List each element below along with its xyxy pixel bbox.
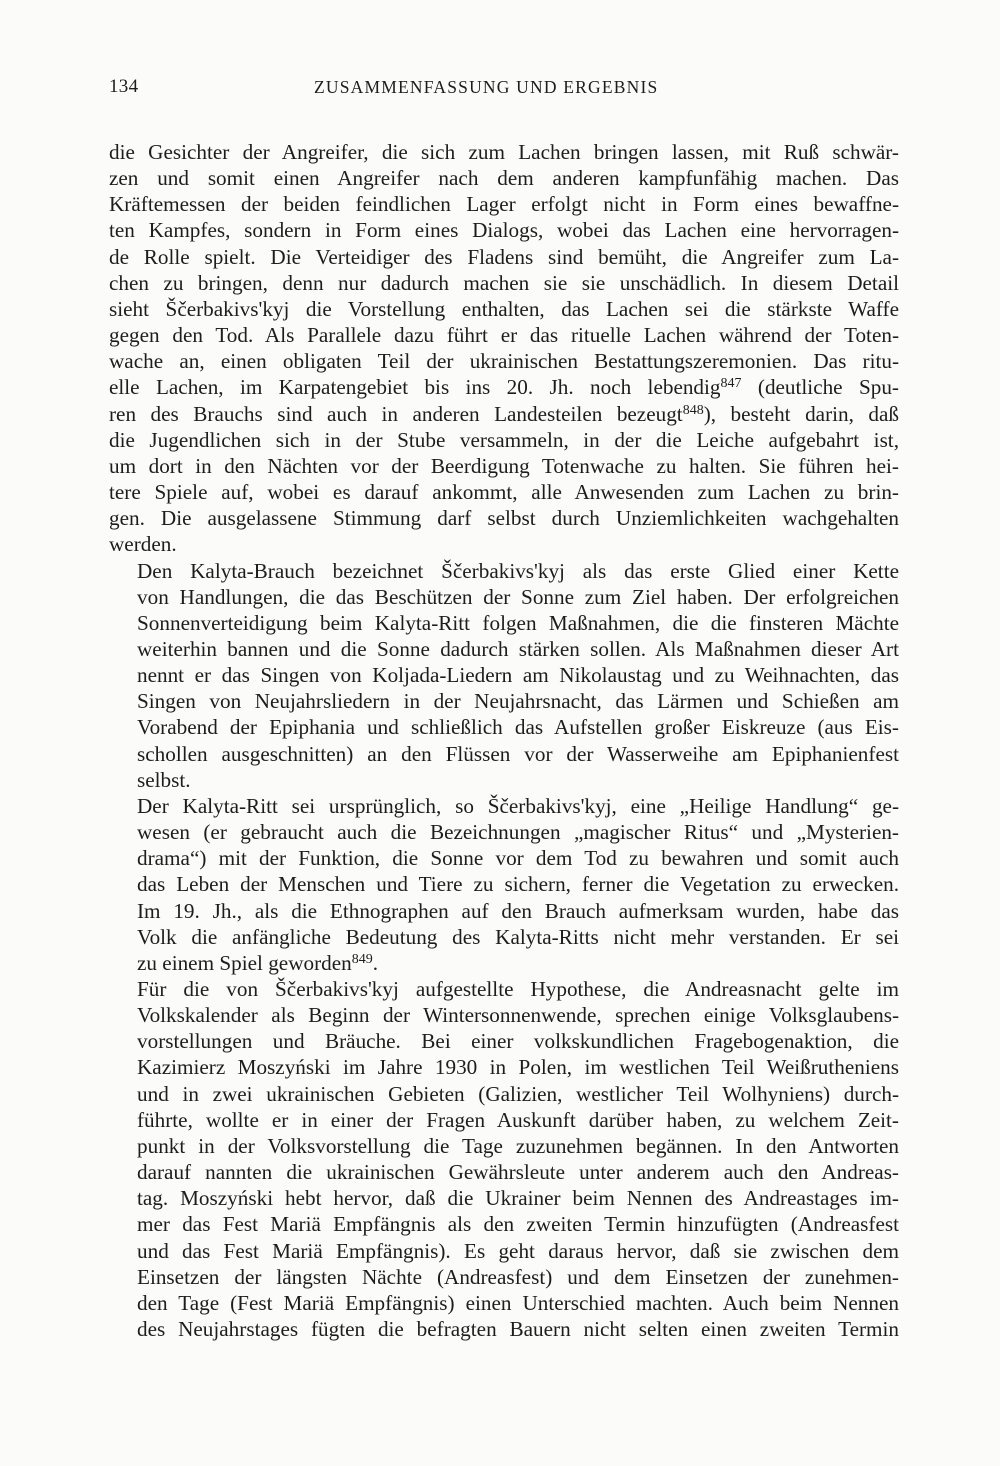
paragraph (109, 976, 899, 1342)
text-line: Der Kalyta-Ritt sei ursprünglich, so Ščerbakivs'kyj, eine „Heilige Handlung“ ge- (137, 793, 899, 818)
text-line: die Jugendlichen sich in der Stube versammeln, in der die Leiche aufgebahrt ist, (109, 427, 899, 452)
page-number: 134 (109, 76, 139, 97)
paragraph (109, 793, 899, 976)
text-line: werden. (109, 532, 177, 557)
text-line: nennt er das Singen von Koljada-Liedern am Nikolaustag und zu Weihnachten, das (137, 663, 899, 688)
text-line: Vorabend der Epiphania und schließlich das Aufstellen großer Eiskreuze (aus Eis- (137, 715, 899, 740)
text-line: des Neujahrstages fügten die befragten Bauern nicht selten einen zweiten Termin (137, 1317, 899, 1342)
text-line (109, 374, 899, 400)
text-line: Volk die anfängliche Bedeutung des Kalyta-Ritts nicht mehr verstanden. Er sei (137, 924, 899, 949)
text-run: (deutliche Spu- (741, 375, 899, 400)
text-line: die Gesichter der Angreifer, die sich zum Lachen bringen lassen, mit Ruß schwär- (109, 140, 899, 164)
text-run: elle Lachen, im Karpatengebiet bis ins 20. Jh. noch lebendig (109, 375, 721, 400)
text-line: führte, wollte er in einer der Fragen Auskunft darüber haben, zu welchem Zeit- (137, 1107, 899, 1132)
text-line: schollen ausgeschnitten) an den Flüssen vor der Wasserweihe am Epiphanienfest (137, 741, 899, 766)
text-run: zu einem Spiel geworden (137, 950, 352, 975)
text-line: Kräftemessen der beiden feindlichen Lager erfolgt nicht in Form eines bewaffne- (109, 192, 899, 217)
text-line: Volkskalender als Beginn der Wintersonnenwende, sprechen einige Volksglaubens- (137, 1003, 899, 1028)
paragraph (109, 558, 899, 793)
text-line: tag. Moszyński hebt hervor, daß die Ukrainer beim Nennen des Andreastages im- (137, 1186, 899, 1211)
body-text (109, 139, 899, 1342)
text-line: zen und somit einen Angreifer nach dem anderen kampfunfähig machen. Das (109, 166, 899, 191)
text-line: vorstellungen und Bräuche. Bei einer volkskundlichen Fragebogenaktion, die (137, 1029, 899, 1054)
text-line: gegen den Tod. Als Parallele dazu führt er das rituelle Lachen während der Toten- (109, 323, 899, 348)
text-line: Sonnenverteidigung beim Kalyta-Ritt folgen Maßnahmen, die die finsteren Mächte (137, 610, 899, 635)
text-line: gen. Die ausgelassene Stimmung darf selbst durch Unziemlichkeiten wachgehalten (109, 506, 899, 531)
text-line: tere Spiele auf, wobei es darauf ankommt, alle Anwesenden zum Lachen zu brin- (109, 480, 899, 505)
text-line: chen zu bringen, denn nur dadurch machen sie sie unschädlich. In diesem Detail (109, 270, 899, 295)
text-line: und in zwei ukrainischen Gebieten (Galizien, westlicher Teil Wolhyniens) durch- (137, 1081, 899, 1106)
text-line: Für die von Ščerbakivs'kyj aufgestellte Hypothese, die Andreasnacht gelte im (137, 977, 899, 1001)
text-line: um dort in den Nächten vor der Beerdigung Totenwache zu halten. Sie führen hei- (109, 453, 899, 478)
text-line: Singen von Neujahrsliedern in der Neujahrsnacht, das Lärmen und Schießen am (137, 689, 899, 714)
footnote-ref-849[interactable]: 849 (351, 951, 373, 967)
text-line (109, 401, 899, 427)
text-line: wache an, einen obligaten Teil der ukrainischen Bestattungszeremonien. Das ritu- (109, 349, 899, 374)
text-line: und das Fest Mariä Empfängnis). Es geht daraus hervor, daß sie zwischen dem (137, 1238, 899, 1263)
text-line: Einsetzen der längsten Nächte (Andreasfest) und dem Einsetzen der zunehmen- (137, 1264, 899, 1289)
footnote-ref-848[interactable]: 848 (682, 402, 704, 418)
text-line: von Handlungen, die das Beschützen der Sonne zum Ziel haben. Der erfolgreichen (137, 584, 899, 609)
text-line: selbst. (137, 767, 191, 792)
text-line: sieht Ščerbakivs'kyj die Vorstellung enthalten, das Lachen sei die stärkste Waffe (109, 296, 899, 321)
text-line: Im 19. Jh., als die Ethnographen auf den Brauch aufmerksam wurden, habe das (137, 898, 899, 923)
text-line: mer das Fest Mariä Empfängnis als den zweiten Termin hinzufügten (Andreasfest (137, 1212, 899, 1237)
text-line: de Rolle spielt. Die Verteidiger des Fladens sind bemüht, die Angreifer zum La- (109, 244, 899, 269)
paragraph (109, 139, 899, 558)
text-line: wesen (er gebraucht auch die Bezeichnungen „magischer Ritus“ und „Mysterien- (137, 820, 899, 845)
text-run: . (372, 950, 379, 975)
text-line: drama“) mit der Funktion, die Sonne vor dem Tod zu bewahren und somit auch (137, 846, 899, 871)
text-run: ren des Brauchs sind auch in anderen Landesteilen bezeugt (109, 401, 683, 426)
text-line: das Leben der Menschen und Tiere zu sichern, ferner die Vegetation zu erwecken. (137, 872, 899, 897)
text-line (109, 950, 899, 976)
text-run: ), besteht darin, daß (703, 401, 899, 426)
text-line: darauf nannten die ukrainischen Gewährsleute unter anderem auch den Andreas- (137, 1160, 899, 1185)
text-line: weiterhin bannen und die Sonne dadurch stärken sollen. Als Maßnahmen dieser Art (137, 636, 899, 661)
running-head: ZUSAMMENFASSUNG UND ERGEBNIS (314, 77, 659, 97)
text-line: den Tage (Fest Mariä Empfängnis) einen Unterschied machten. Auch beim Nennen (137, 1290, 899, 1315)
footnote-ref-847[interactable]: 847 (720, 376, 742, 392)
text-line: Den Kalyta-Brauch bezeichnet Ščerbakivs'kyj als das erste Glied einer Kette (137, 558, 899, 583)
text-line: Kazimierz Moszyński im Jahre 1930 in Polen, im westlichen Teil Weißrutheniens (137, 1055, 899, 1080)
text-line: ten Kampfes, sondern in Form eines Dialogs, wobei das Lachen eine hervorragen- (109, 218, 899, 243)
text-line: punkt in der Volksvorstellung die Tage zuzunehmen begännen. In den Antworten (137, 1133, 899, 1158)
